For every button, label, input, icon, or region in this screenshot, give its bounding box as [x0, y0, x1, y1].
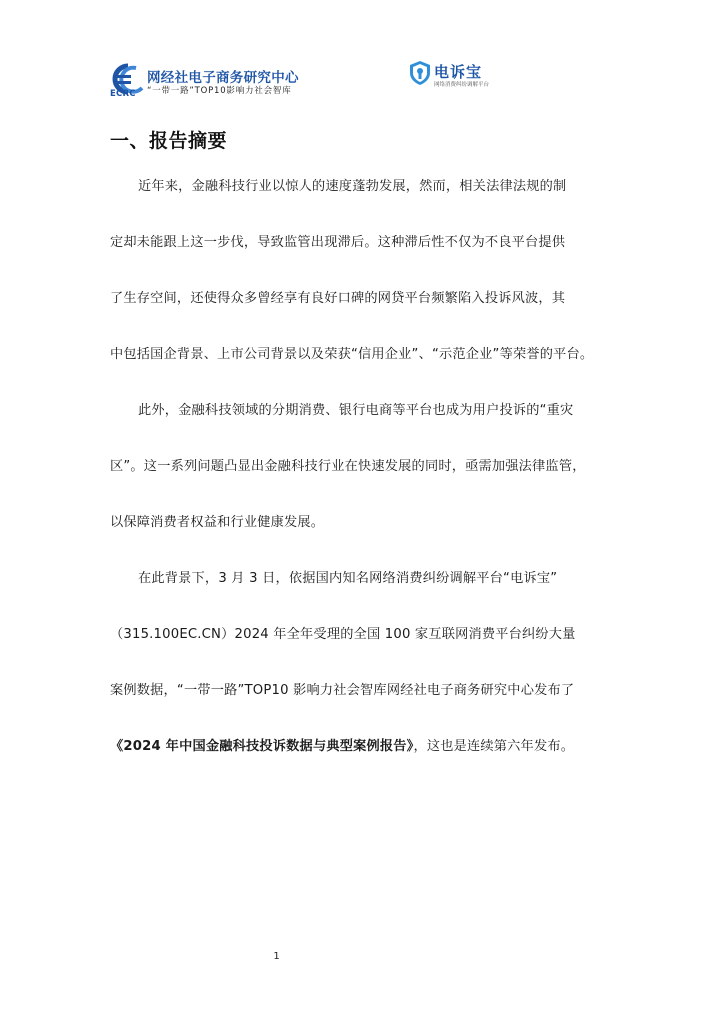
page-header	[0, 0, 724, 110]
dsb-subtitle: 网络消费纠纷调解平台	[434, 82, 490, 88]
paragraph-line: 了生存空间，还使得众多曾经享有良好口碑的网贷平台频繁陷入投诉风波，其	[110, 291, 566, 306]
section-title: 一、报告摘要	[110, 130, 228, 152]
report-body	[110, 161, 630, 777]
shield-logo-icon	[408, 60, 432, 86]
paragraph-line: 案例数据，“一带一路”TOP10 影响力社会智库网经社电子商务研究中心发布了	[110, 683, 575, 698]
dsb-name: 电诉宝	[434, 63, 483, 81]
paragraph-line: 以保障消费者权益和行业健康发展。	[110, 515, 325, 530]
paragraph-line: 定却未能跟上这一步伐，导致监管出现滞后。这种滞后性不仅为不良平台提供	[110, 235, 566, 250]
paragraph-line: 在此背景下，3 月 3 日，依据国内知名网络消费纠纷调解平台“电诉宝”	[138, 571, 558, 586]
ecrc-abbr: ECRC	[110, 89, 136, 99]
paragraph-line: 区”。这一系列问题凸显出金融科技行业在快速发展的同时，亟需加强法律监管，	[110, 459, 586, 474]
paragraph-line: 中包括国企背景、上市公司背景以及荣获“信用企业”、“示范企业”等荣誉的平台。	[110, 347, 594, 362]
paragraph-line: （315.100EC.CN）2024 年全年受理的全国 100 家互联网消费平台纠纷大量	[110, 627, 576, 642]
paragraph-line: 近年来，金融科技行业以惊人的速度蓬勃发展，然而，相关法律法规的制	[138, 179, 567, 194]
paragraph-line	[110, 721, 630, 777]
ecrc-name: 网经社电子商务研究中心	[147, 70, 299, 86]
paragraph-line: 此外，金融科技领域的分期消费、银行电商等平台也成为用户投诉的“重灾	[138, 403, 574, 418]
page-number: 1	[273, 951, 280, 962]
ecrc-subtitle: “一带一路”TOP10影响力社会智库	[147, 86, 292, 96]
report-title-bold: 《2024 年中国金融科技投诉数据与典型案例报告》	[110, 739, 414, 754]
paragraph-tail: ，这也是连续第六年发布。	[413, 739, 575, 754]
